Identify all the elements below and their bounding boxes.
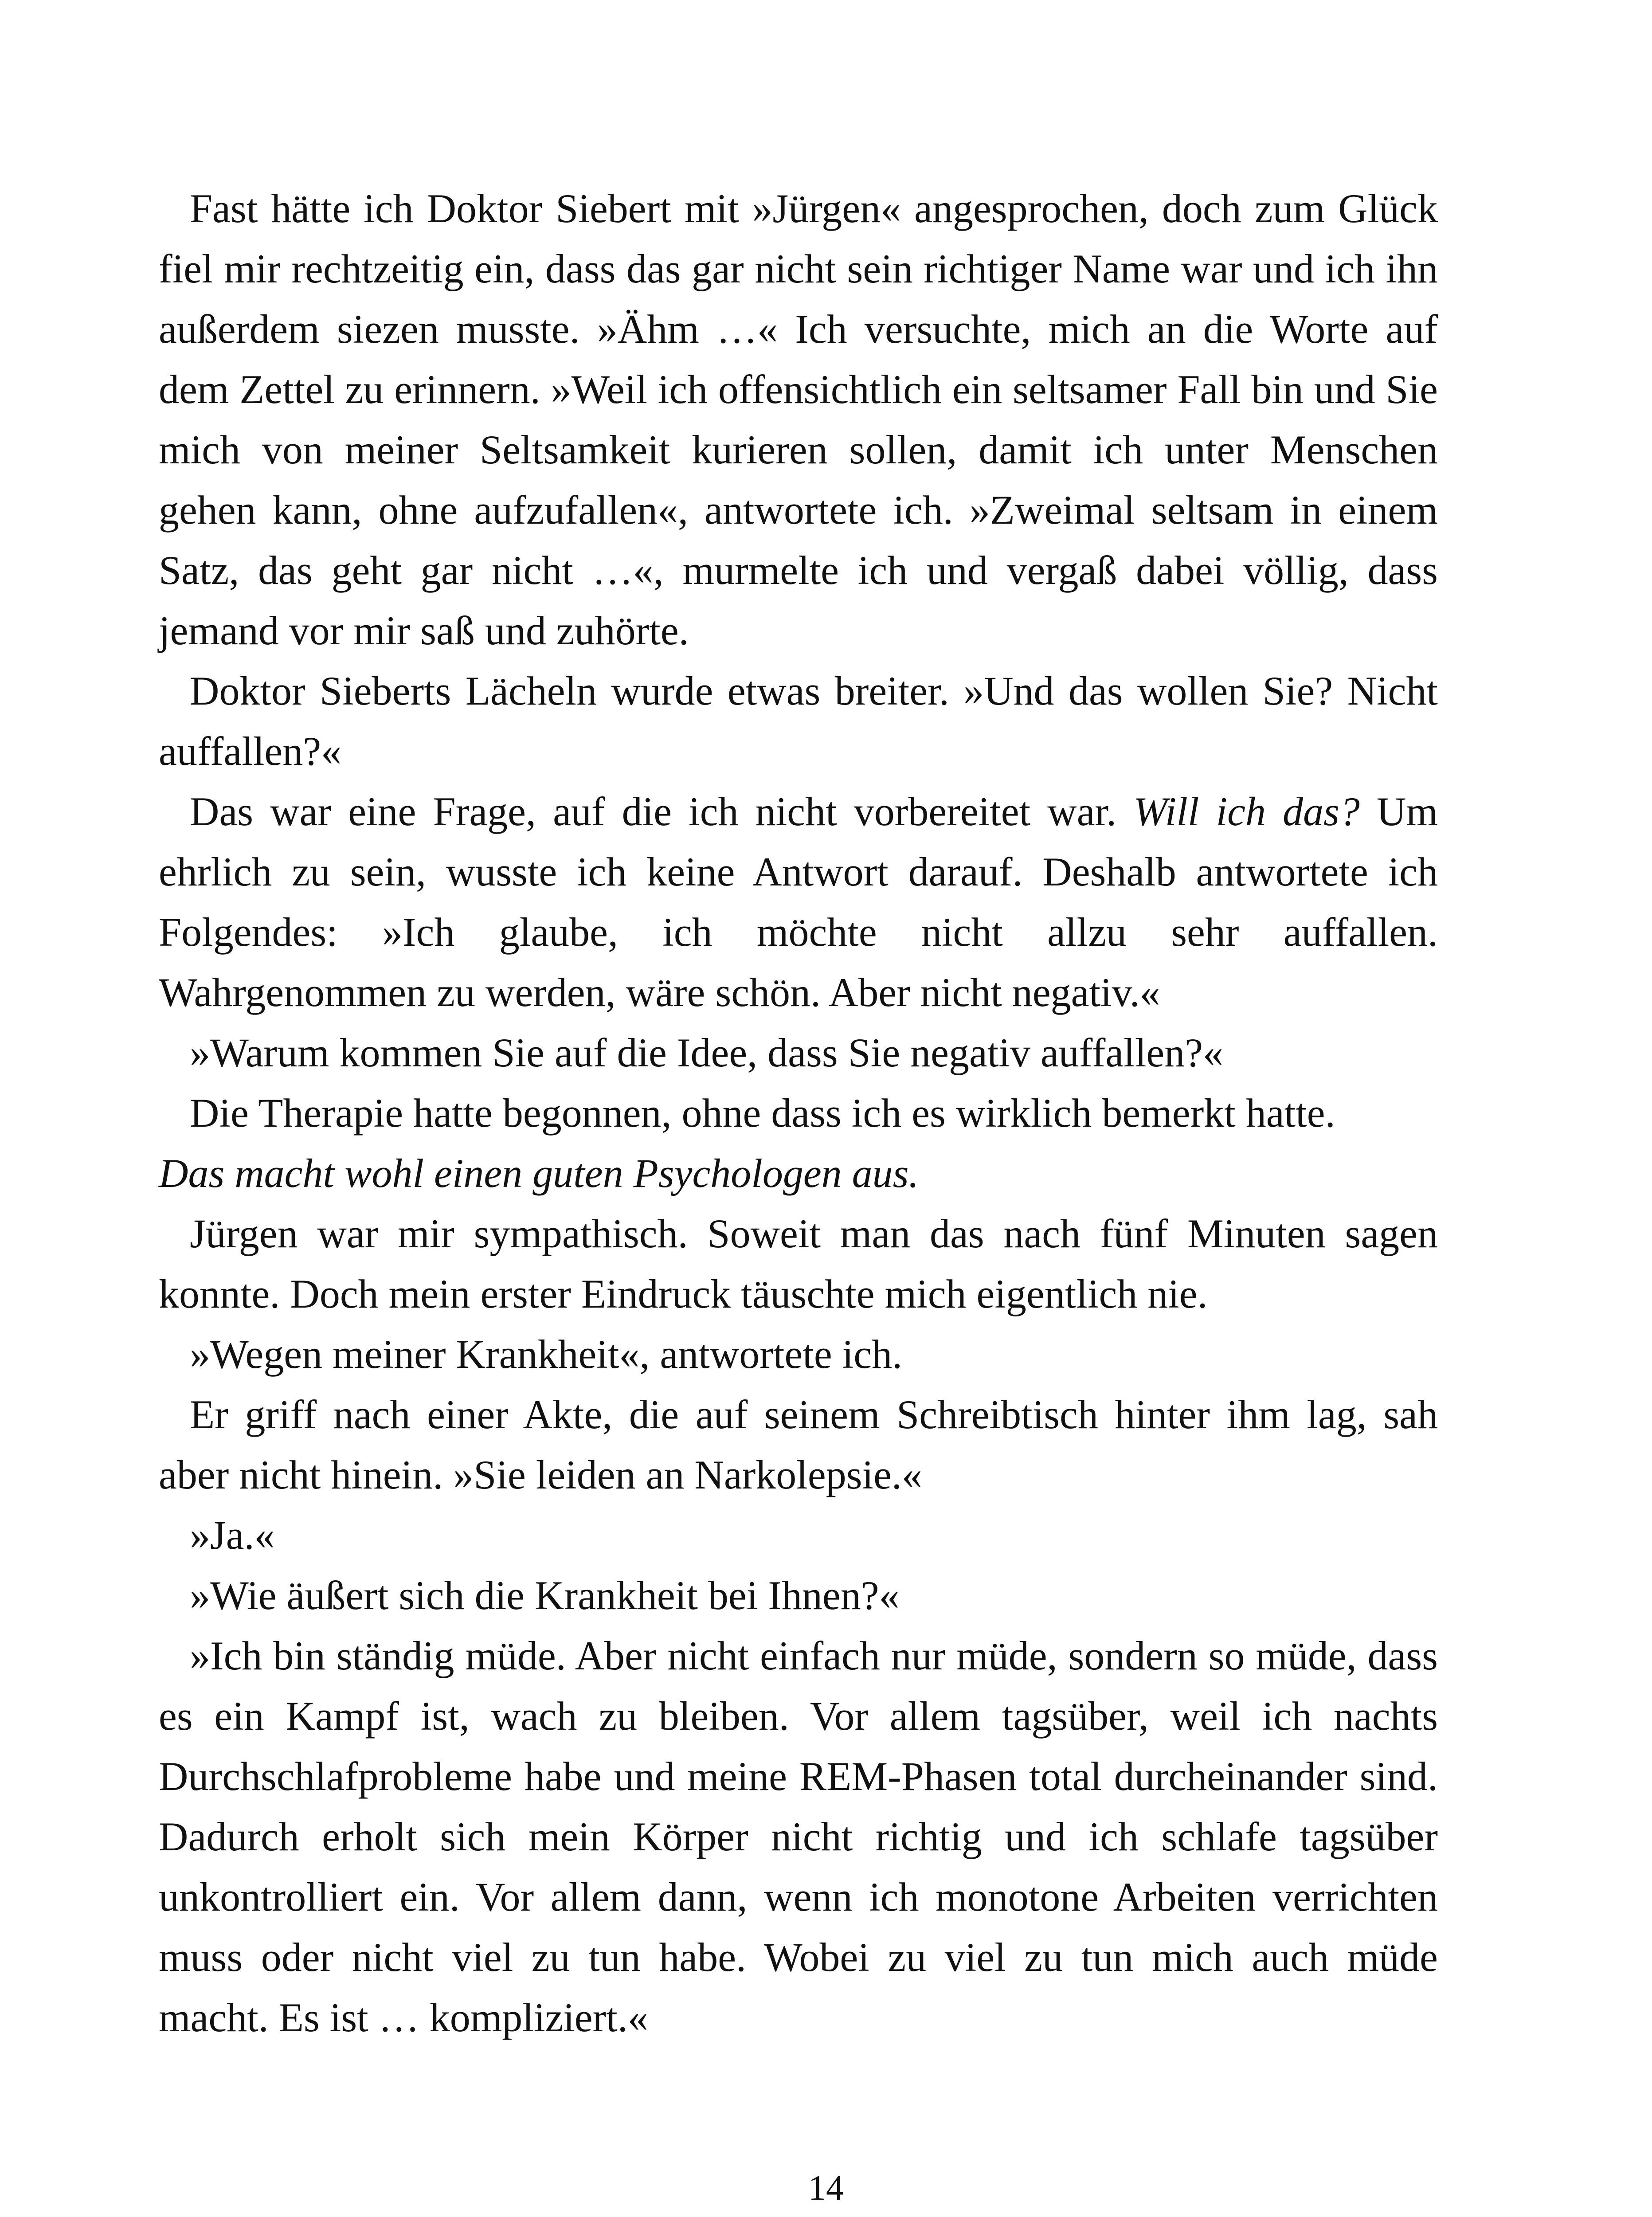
page-number: 14 bbox=[808, 2169, 844, 2208]
paragraph-11: »Wie äußert sich die Krankheit bei Ihnen?« bbox=[190, 1573, 900, 1618]
paragraph-1: Fast hätte ich Doktor Siebert mit »Jürgen« angesprochen, doch zum Glück fiel mir rechtzeitig ein, dass das gar nicht sein richtiger Name war und ich ihn außerdem siezen musste. »Ähm …« Ich versuchte, mich an die Worte auf dem Zettel zu erinnern. »Weil ich offensichtlich ein seltsamer Fall bin und Sie mich von meiner Seltsamkeit kurieren sollen, damit ich unter Menschen gehen kann, ohne aufzufallen«, antwortete ich. »Zweimal seltsam in einem Satz, das geht gar nicht …«, murmelte ich und vergaß dabei völlig, dass jemand vor mir saß und zuhörte. bbox=[159, 186, 1438, 653]
paragraph-3 bbox=[159, 781, 1438, 1022]
paragraph-8: »Wegen meiner Krankheit«, antwortete ich. bbox=[190, 1332, 903, 1377]
paragraph-9: Er griff nach einer Akte, die auf seinem Schreibtisch hinter ihm lag, sah aber nicht hinein. »Sie leiden an Narkolepsie.« bbox=[159, 1392, 1438, 1497]
paragraph-5: Die Therapie hatte begonnen, ohne dass ich es wirklich bemerkt hatte. bbox=[190, 1090, 1335, 1136]
paragraph-3-italic-thought: Will ich das? bbox=[1133, 789, 1360, 834]
paragraph-10: »Ja.« bbox=[190, 1512, 275, 1558]
paragraph-3-text-after: Um ehrlich zu sein, wusste ich keine Antwort darauf. Deshalb antwortete ich Folgendes: »Ich glaube, ich möchte nicht allzu sehr auffallen. Wahrgenommen zu werden, wäre schön. Aber nicht negativ.« bbox=[159, 789, 1438, 1015]
paragraph-12: »Ich bin ständig müde. Aber nicht einfach nur müde, sondern so müde, dass es ein Kampf ist, wach zu bleiben. Vor allem tagsüber, weil ich nachts Durchschlafprobleme habe und meine REM-Phasen total durcheinander sind. Dadurch erholt sich mein Körper nicht richtig und ich schlafe tagsüber unkontrolliert ein. Vor allem dann, wenn ich monotone Arbeiten verrichten muss oder nicht viel zu tun habe. Wobei zu viel zu tun mich auch müde macht. Es ist … kompliziert.« bbox=[159, 1633, 1438, 2040]
italic-thought: Das macht wohl einen guten Psychologen aus. bbox=[159, 1151, 919, 1196]
paragraph-7: Jürgen war mir sympathisch. Soweit man das nach fünf Minuten sagen konnte. Doch mein erster Eindruck täuschte mich eigentlich nie. bbox=[159, 1211, 1438, 1316]
paragraph-4: »Warum kommen Sie auf die Idee, dass Sie negativ auffallen?« bbox=[190, 1030, 1224, 1075]
paragraph-3-text-before: Das war eine Frage, auf die ich nicht vorbereitet war. bbox=[190, 789, 1134, 834]
paragraph-6-italic-thought bbox=[159, 1143, 1438, 1203]
body-text bbox=[159, 178, 1438, 2048]
paragraph-2: Doktor Sieberts Lächeln wurde etwas breiter. »Und das wollen Sie? Nicht auffallen?« bbox=[159, 668, 1438, 774]
